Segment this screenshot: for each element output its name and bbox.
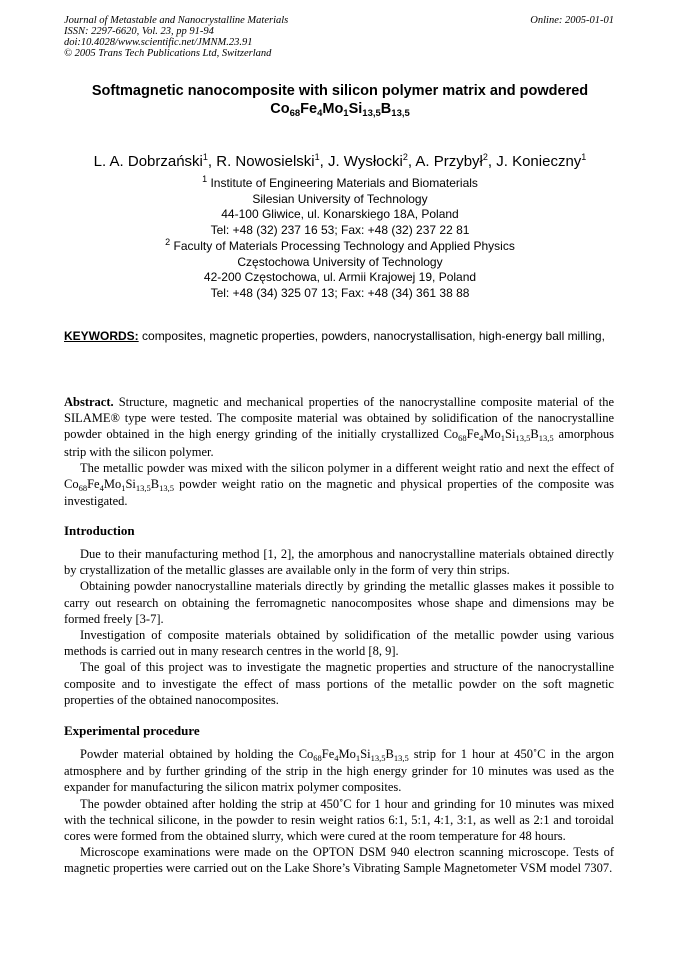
experimental-paragraph: Microscope examinations were made on the OPTON DSM 940 electron scanning microscope. Tests of magnetic properties were carried out on the Lake Shore’s Vibrating Sample Magnetometer VSM model 7307. <box>64 845 614 876</box>
abstract-paragraph <box>64 394 614 460</box>
introduction-paragraph: Due to their manufacturing method [1, 2], the amorphous and nanocrystalline materials obtained directly by crystallization of the metallic glasses are available only in the form of very thin strips. <box>64 547 614 578</box>
affiliation-2-line-4: Tel: +48 (34) 325 07 13; Fax: +48 (34) 361 38 88 <box>210 285 470 300</box>
journal-header <box>64 15 616 59</box>
online-date: Online: 2005-01-01 <box>530 15 614 26</box>
title-line-1: Softmagnetic nanocomposite with silicon polymer matrix and powdered <box>91 83 589 99</box>
title-formula <box>30 100 650 120</box>
formula-subscript: 4 <box>317 108 323 119</box>
experimental-text: strip for 1 hour at 450˚C in the argon atmosphere and by further grinding of the strip in the high energy grinder for 10 minutes was used as the expander for manufacturing the silicon matrix polymer composites. <box>64 747 614 795</box>
introduction-paragraph: The goal of this project was to investigate the magnetic properties and structure of the nanocrystalline composite and to investigate the effect of mass portions of the metallic powder on the soft magnetic properties of the obtained nanocomposites. <box>64 660 614 707</box>
journal-copyright: © 2005 Trans Tech Publications Ltd, Switzerland <box>64 48 272 59</box>
abstract-text: The metallic powder was mixed with the silicon polymer in a different weight ratio and next the effect of <box>80 460 614 475</box>
affiliation-1-line-1 <box>40 176 640 192</box>
abstract-text: Structure, magnetic and mechanical properties of the nanocrystalline composite material of the SILAME® type were tested. The composite material was obtained by solidification of the nanocrystalline powder obtained in the high energy grinding of the initially crystallized <box>64 395 614 442</box>
author-affiliation-mark: 1 <box>581 152 587 162</box>
alloy-formula: $Co_{68}Fe_4Mo_1Si_{13,5}B_{13,5}$ <box>64 477 174 493</box>
author-name: A. Przybył <box>415 153 483 170</box>
experimental-heading: Experimental procedure <box>64 723 200 738</box>
experimental-text: Powder material obtained by holding the <box>80 747 294 761</box>
formula-subscript: 13,5 <box>362 108 381 119</box>
keywords-block <box>64 326 614 347</box>
formula-subscript: 1 <box>343 108 349 119</box>
author-affiliation-mark: 2 <box>402 152 408 162</box>
formula-subscript: 13,5 <box>391 108 410 119</box>
journal-doi: doi:10.4028/www.scientific.net/JMNM.23.91 <box>64 37 253 48</box>
affiliation-2-line-1 <box>40 236 640 255</box>
abstract-text: powder weight ratio on the magnetic and physical properties of the composite was investigated. <box>64 477 614 509</box>
introduction-paragraph: Investigation of composite materials obtained by solidification of the metallic powder using various methods is carried out in many research centres in the world [8, 9]. <box>64 628 614 659</box>
affiliation-mark: 1 <box>202 174 208 184</box>
affiliation-1-line-4: Tel: +48 (32) 237 16 53; Fax: +48 (32) 237 22 81 <box>210 223 470 238</box>
author-name: R. Nowosielski <box>216 153 315 170</box>
formula-element: Si <box>348 101 363 117</box>
introduction-heading: Introduction <box>64 523 135 538</box>
affiliations <box>40 176 640 302</box>
introduction-section <box>64 546 614 708</box>
formula-element: B <box>380 101 392 117</box>
author-name: J. Wysłocki <box>327 153 403 170</box>
author-affiliation-mark: 1 <box>314 152 320 162</box>
experimental-section <box>64 746 614 877</box>
formula-subscript: 68 <box>289 108 301 119</box>
experimental-paragraph <box>64 746 614 796</box>
affiliation-2-faculty: Faculty of Materials Processing Technology and Applied Physics <box>173 238 515 253</box>
affiliation-1-institute: Institute of Engineering Materials and Biomaterials <box>210 176 478 190</box>
keywords-label: KEYWORDS: <box>64 329 139 343</box>
abstract-paragraph <box>64 460 614 510</box>
affiliation-2-line-2: Częstochowa University of Technology <box>237 254 443 269</box>
author-list: L. A. Dobrzański$^1$, R. Nowosielski$^1$, J. Wysłocki$^2$, A. Przybył$^2$, J. Konieczny$^1$ <box>93 152 587 170</box>
affiliation-1-line-2: Silesian University of Technology <box>252 191 428 206</box>
keywords-text: composites, magnetic properties, powders, nanocrystallisation, high-energy ball milling, <box>142 329 605 343</box>
affiliation-1-line-3: 44-100 Gliwice, ul. Konarskiego 18A, Poland <box>221 207 459 222</box>
experimental-paragraph: The powder obtained after holding the strip at 450˚C for 1 hour and grinding for 10 minutes was mixed with the technical silicone, in the powder to resin weight ratios 6:1, 5:1, 4:1, 3:1, as well as 2:1 and toroidal cores were formed from the obtained slurry, which were cured at the room temperature for 48 hours. <box>64 796 614 844</box>
affiliation-2-line-3: 42-200 Częstochowa, ul. Armii Krajowej 19, Poland <box>203 270 477 285</box>
journal-name: Journal of Metastable and Nanocrystalline Materials <box>64 15 289 26</box>
affiliation-mark: 2 <box>165 236 171 247</box>
alloy-formula: $Co_{68}Fe_4Mo_1Si_{13,5}B_{13,5}$ <box>443 427 554 443</box>
formula-element: Fe <box>300 101 318 117</box>
author-affiliation-mark: 2 <box>482 152 488 162</box>
paper-title <box>30 82 650 120</box>
journal-issn: ISSN: 2297-6620, Vol. 23, pp 91-94 <box>64 26 214 37</box>
abstract-text: amorphous strip with the silicon polymer. <box>64 427 615 459</box>
abstract-label: Abstract. <box>64 395 114 409</box>
formula-element: Co <box>270 101 290 117</box>
alloy-formula: $Co_{68}Fe_4Mo_1Si_{13,5}B_{13,5}$ <box>298 747 409 763</box>
author-affiliation-mark: 1 <box>202 152 208 162</box>
abstract-section <box>64 394 614 509</box>
author-name: L. A. Dobrzański <box>93 153 203 170</box>
formula-element: Mo <box>322 101 344 117</box>
introduction-paragraph: Obtaining powder nanocrystalline materials directly by grinding the metallic glasses makes it possible to carry out research on obtaining the ferromagnetic nanocomposites whose shape and dimensions may be formed freely [3-7]. <box>64 579 614 626</box>
author-name: J. Konieczny <box>496 153 582 170</box>
